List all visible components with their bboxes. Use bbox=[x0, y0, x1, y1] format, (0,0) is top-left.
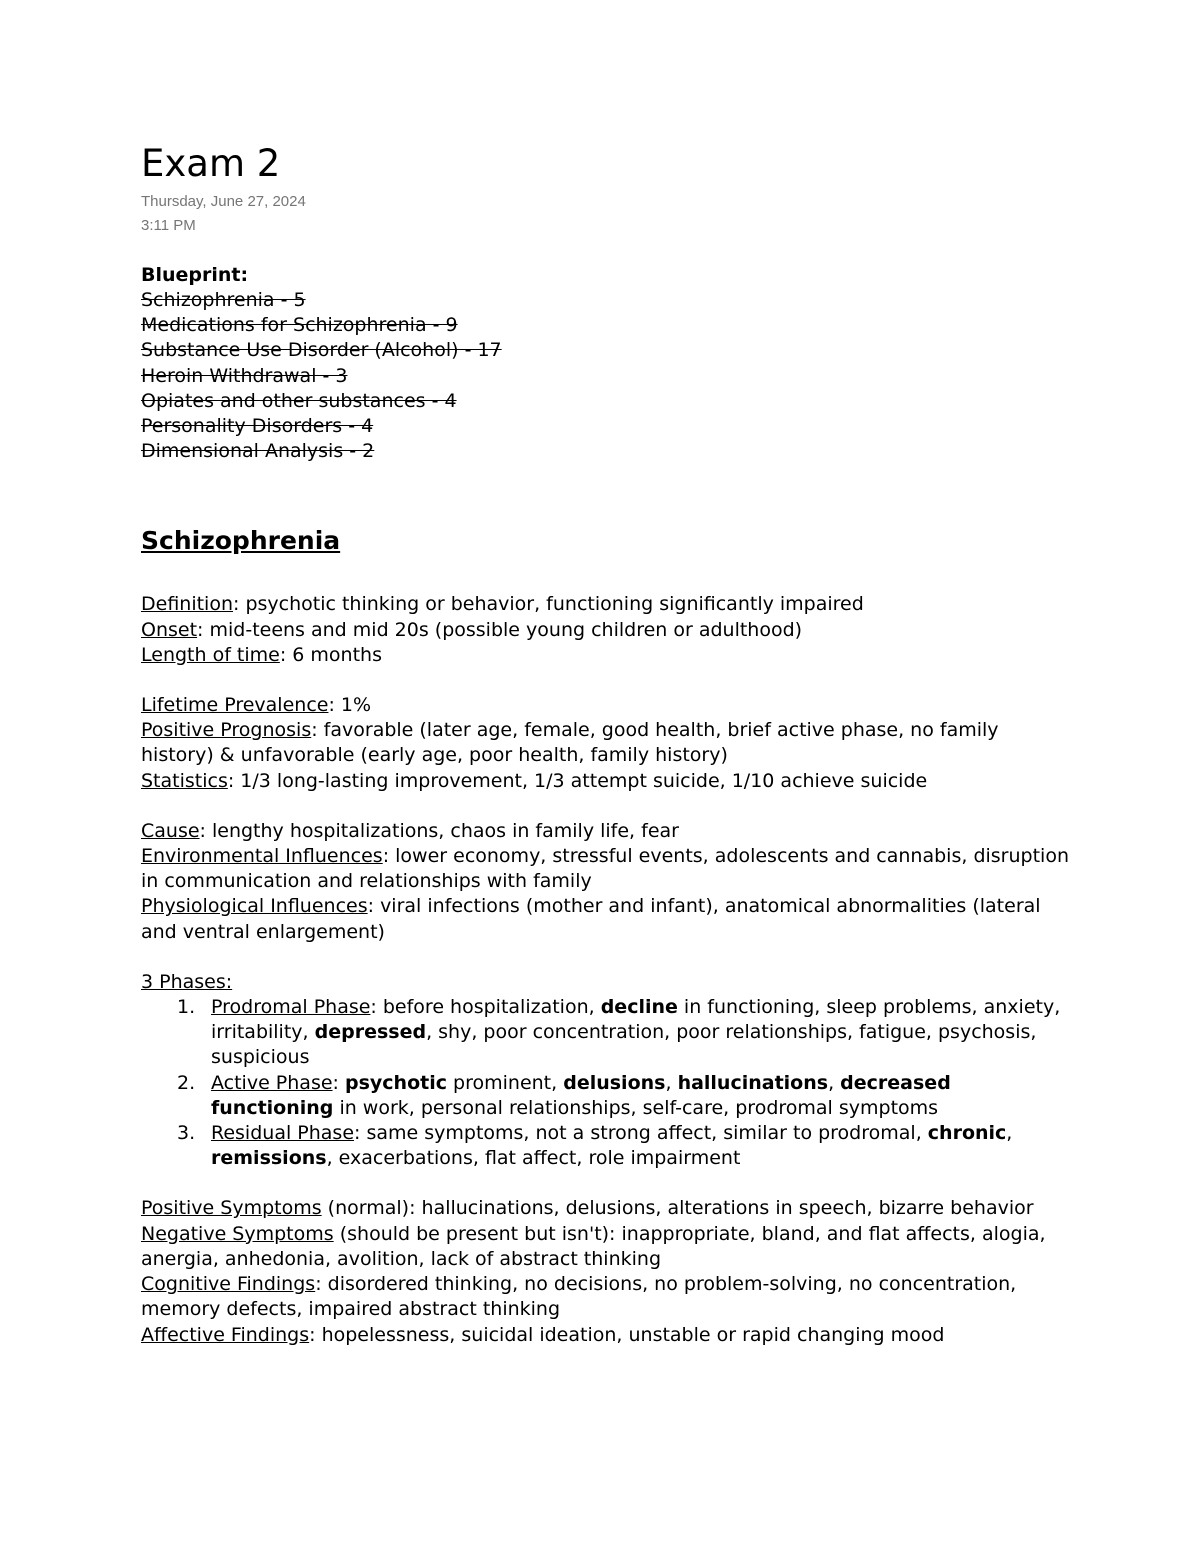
blueprint-item: Heroin Withdrawal - 3 bbox=[141, 364, 348, 387]
cognitive-findings-label: Cognitive Findings bbox=[141, 1273, 316, 1296]
phases-heading: 3 Phases: bbox=[141, 970, 233, 993]
document-page bbox=[141, 140, 1071, 1348]
blueprint-item: Personality Disorders - 4 bbox=[141, 415, 374, 438]
definition-line bbox=[141, 592, 1071, 617]
phase-label: Active Phase bbox=[211, 1071, 333, 1094]
phase-bold-term: remissions bbox=[211, 1147, 327, 1170]
prognosis-label: Positive Prognosis bbox=[141, 719, 312, 742]
physiological-line bbox=[141, 894, 1071, 944]
negative-symptoms-line bbox=[141, 1222, 1071, 1272]
phase-text: , bbox=[1006, 1122, 1013, 1145]
length-line bbox=[141, 643, 1071, 668]
positive-symptoms-text: (normal): hallucinations, delusions, alterations in speech, bizarre behavior bbox=[321, 1197, 1034, 1220]
affective-findings-line bbox=[141, 1323, 1071, 1348]
phases-list bbox=[141, 995, 1071, 1171]
negative-symptoms-text: (should be present but isn't): inappropriate, bland, and flat affects, alogia, anergia, anhedonia, avolition, lack of abstract thinking bbox=[141, 1222, 1046, 1270]
blueprint-item: Schizophrenia - 5 bbox=[141, 289, 306, 311]
phase-bold-term: delusions bbox=[563, 1071, 666, 1094]
section-heading-schizophrenia: Schizophrenia bbox=[141, 526, 341, 556]
positive-symptoms-line bbox=[141, 1196, 1071, 1221]
phase-bold-term: psychotic bbox=[345, 1071, 447, 1094]
prognosis-text: : favorable (later age, female, good health, brief active phase, no family history) & unfavorable (early age, poor health, family history) bbox=[141, 719, 999, 767]
affective-findings-label: Affective Findings bbox=[141, 1323, 310, 1346]
phase-label: Prodromal Phase bbox=[211, 996, 371, 1019]
phase-label: Residual Phase bbox=[211, 1122, 355, 1145]
blueprint-item: Substance Use Disorder (Alcohol) - 17 bbox=[141, 339, 502, 362]
statistics-line bbox=[141, 769, 1071, 794]
environmental-text: : lower economy, stressful events, adolescents and cannabis, disruption in communication and relationships with family bbox=[141, 845, 1069, 893]
phase-text: , exacerbations, flat affect, role impairment bbox=[326, 1147, 741, 1170]
prevalence-text: : 1% bbox=[328, 694, 372, 717]
definition-text: : psychotic thinking or behavior, functioning significantly impaired bbox=[233, 593, 864, 616]
cause-text: : lengthy hospitalizations, chaos in family life, fear bbox=[199, 819, 679, 842]
phase-item-residual bbox=[211, 1121, 1071, 1171]
onset-text: : mid-teens and mid 20s (possible young children or adulthood) bbox=[197, 618, 803, 641]
phase-text: in work, personal relationships, self-care, prodromal symptoms bbox=[333, 1096, 939, 1119]
phase-text: : same symptoms, not a strong affect, similar to prodromal, bbox=[354, 1122, 928, 1145]
page-title: Exam 2 bbox=[141, 142, 281, 185]
phase-bold-term: hallucinations bbox=[677, 1071, 829, 1094]
cause-label: Cause bbox=[141, 819, 200, 842]
phase-bold-term: decline bbox=[600, 996, 678, 1019]
page-date: Thursday, June 27, 2024 bbox=[141, 193, 306, 210]
cause-line bbox=[141, 819, 1071, 844]
phase-bold-term: decreased functioning bbox=[211, 1071, 951, 1119]
environmental-label: Environmental Influences bbox=[141, 845, 383, 868]
environmental-line bbox=[141, 844, 1071, 894]
phase-bold-term: depressed bbox=[314, 1021, 427, 1044]
physiological-text: : viral infections (mother and infant), anatomical abnormalities (lateral and ventral enlargement) bbox=[141, 895, 1041, 943]
phase-item-active bbox=[211, 1071, 1071, 1121]
blueprint-item: Dimensional Analysis - 2 bbox=[141, 440, 375, 463]
definition-label: Definition bbox=[141, 593, 234, 616]
onset-label: Onset bbox=[141, 618, 198, 641]
onset-line bbox=[141, 618, 1071, 643]
phase-text: , shy, poor concentration, poor relationships, fatigue, psychosis, suspicious bbox=[211, 1021, 1037, 1069]
blueprint-item: Medications for Schizophrenia - 9 bbox=[141, 314, 458, 337]
phase-text: : before hospitalization, bbox=[370, 996, 601, 1019]
prevalence-line bbox=[141, 693, 1071, 718]
cognitive-findings-line bbox=[141, 1272, 1071, 1322]
statistics-label: Statistics bbox=[141, 769, 228, 792]
phase-text: , bbox=[828, 1071, 841, 1094]
phase-text: in functioning, sleep problems, anxiety, irritability, bbox=[211, 996, 1061, 1044]
cognitive-findings-text: : disordered thinking, no decisions, no problem-solving, no concentration, memory defects, impaired abstract thinking bbox=[141, 1273, 1017, 1321]
length-label: Length of time bbox=[141, 643, 280, 666]
negative-symptoms-label: Negative Symptoms bbox=[141, 1222, 334, 1245]
page-time: 3:11 PM bbox=[141, 217, 196, 234]
phase-bold-term: chronic bbox=[927, 1122, 1007, 1145]
prognosis-line bbox=[141, 718, 1071, 768]
phase-text: prominent, bbox=[447, 1071, 564, 1094]
physiological-label: Physiological Influences bbox=[141, 895, 368, 918]
blueprint-item: Opiates and other substances - 4 bbox=[141, 389, 457, 412]
phase-text: , bbox=[665, 1071, 678, 1094]
blueprint-heading: Blueprint: bbox=[141, 264, 249, 286]
prevalence-label: Lifetime Prevalence bbox=[141, 694, 329, 717]
affective-findings-text: : hopelessness, suicidal ideation, unstable or rapid changing mood bbox=[309, 1323, 945, 1346]
positive-symptoms-label: Positive Symptoms bbox=[141, 1197, 322, 1220]
phase-text: : bbox=[332, 1071, 345, 1094]
blueprint-list bbox=[141, 288, 1071, 464]
phase-item-prodromal bbox=[211, 995, 1071, 1071]
length-text: : 6 months bbox=[279, 643, 382, 666]
statistics-text: : 1/3 long-lasting improvement, 1/3 attempt suicide, 1/10 achieve suicide bbox=[227, 769, 928, 792]
